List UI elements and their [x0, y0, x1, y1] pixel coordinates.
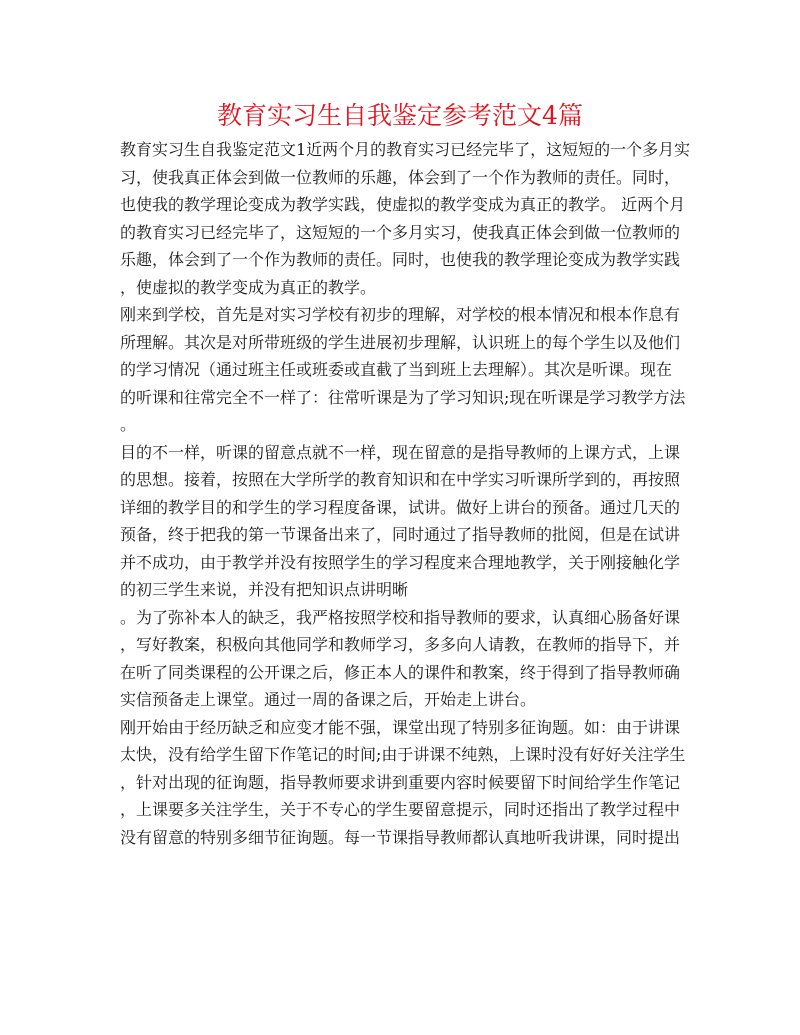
- text-line: 教育实习生自我鉴定范文1近两个月的教育实习已经完毕了，这短短的一个多月实: [120, 140, 690, 159]
- text-line: 乐趣，体会到了一个作为教师的责任。同时，也使我的教学理论变成为教学实践: [120, 250, 681, 269]
- text-line: 。为了弥补本人的缺乏，我严格按照学校和指导教师的要求，认真细心肠备好课: [120, 607, 681, 627]
- text-line: 的教育实习已经完毕了，这短短的一个多月实习，使我真正体会到做一位教师的: [120, 222, 681, 242]
- text-line: 目的不一样，听课的留意点就不一样，现在留意的是指导教师的上课方式，上课: [120, 442, 681, 462]
- text-line: ，写好教案，积极向其他同学和教师学习，多多向人请教，在教师的指导下，并: [120, 635, 681, 654]
- text-line: 的思想。接着，按照在大学所学的教育知识和在中学实习听课所学到的，再按照: [120, 470, 681, 489]
- document-title: 教育实习生自我鉴定参考范文4篇: [217, 101, 583, 130]
- document-body: [120, 136, 690, 851]
- text-line: 并不成功，由于教学并没有按照学生的学习程度来合理地教学，关于刚接触化学: [120, 552, 681, 572]
- text-line: ，针对出现的征询题，指导教师要求讲到重要内容时候要留下时间给学生作笔记: [120, 772, 681, 792]
- text-line: 的初三学生来说，并没有把知识点讲明晰: [120, 580, 409, 599]
- text-line: 实信预备走上课堂。通过一周的备课之后，开始走上讲台。: [120, 690, 537, 709]
- text-line: 预备，终于把我的第一节课备出来了，同时通过了指导教师的批阅，但是在试讲: [120, 525, 681, 544]
- text-line: 在听了同类课程的公开课之后，修正本人的课件和教案，终于得到了指导教师确: [120, 662, 681, 682]
- text-line: 刚开始由于经历缺乏和应变才能不强，课堂出现了特别多征询题。如：由于讲课: [120, 717, 681, 737]
- text-line: ，使虚拟的教学变成为真正的教学。: [120, 277, 377, 297]
- text-line: 的学习情况（通过班主任或班委或直截了当到班上去理解）。其次是听课。现在: [120, 360, 673, 379]
- text-line: 刚来到学校，首先是对实习学校有初步的理解，对学校的根本情况和根本作息有: [120, 305, 681, 324]
- text-line: 没有留意的特别多细节征询题。每一节课指导教师都认真地听我讲课，同时提出: [120, 827, 681, 847]
- text-line: 也使我的教学理论变成为教学实践，使虚拟的教学变成为真正的教学。 近两个月: [120, 195, 686, 214]
- text-line: 所理解。其次是对所带班级的学生进展初步理解，认识班上的每个学生以及他们: [120, 332, 681, 352]
- text-line: 。: [120, 415, 137, 434]
- text-line: 太快，没有给学生留下作笔记的时间;由于讲课不纯熟，上课时没有好好关注学生: [120, 745, 686, 764]
- text-line: 习，使我真正体会到做一位教师的乐趣，体会到了一个作为教师的责任。同时，: [120, 167, 681, 187]
- text-line: 详细的教学目的和学生的学习程度备课，试讲。做好上讲台的预备。通过几天的: [120, 497, 681, 517]
- text-line: ，上课要多关注学生，关于不专心的学生要留意提示，同时还指出了教学过程中: [120, 800, 681, 819]
- text-line: 的听课和往常完全不一样了：往常听课是为了学习知识;现在听课是学习教学方法: [120, 387, 686, 407]
